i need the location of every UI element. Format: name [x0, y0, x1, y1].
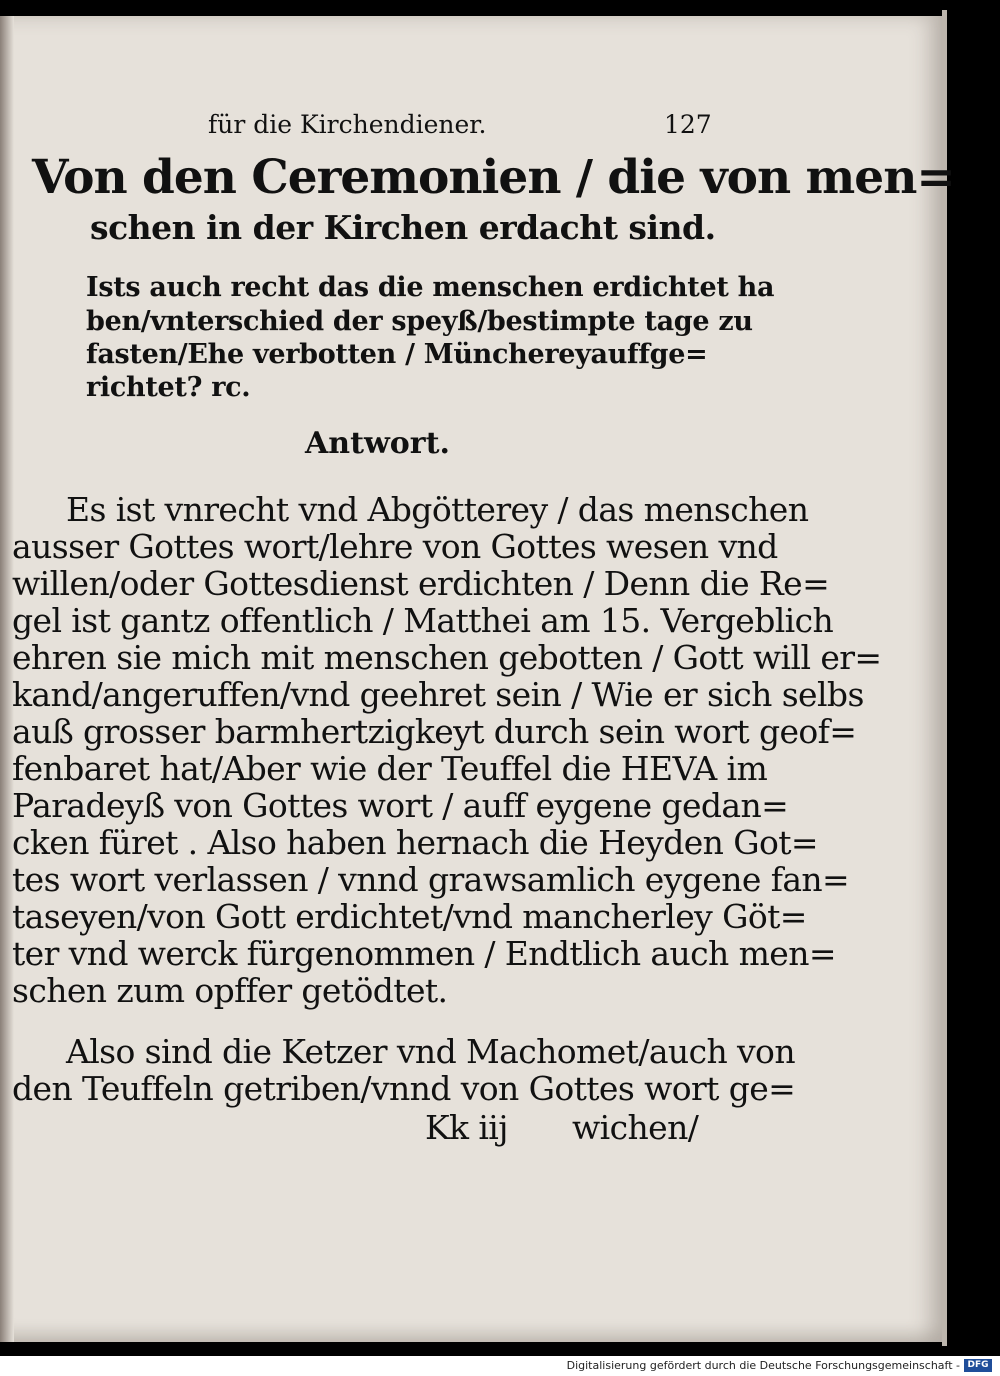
chapter-title-line-2: schen in der Kirchen erdacht sind.: [90, 208, 716, 247]
paragraph-line: Paradeyß von Gottes wort / auff eygene gedan=: [12, 786, 789, 825]
paragraph-line: cken füret . Also haben hernach die Heyden Got=: [12, 823, 818, 862]
funding-credit: Digitalisierung gefördert durch die Deutsche Forschungsgemeinschaft -: [566, 1359, 960, 1372]
question-line: Ists auch recht das die menschen erdichtet ha: [86, 272, 775, 303]
chapter-title-line-1: Von den Ceremonien / die von men=: [32, 150, 955, 205]
paragraph-line: ter vnd werck fürgenommen / Endtlich auch men=: [12, 934, 836, 973]
paragraph-line: ehren sie mich mit menschen gebotten / Gott will er=: [12, 638, 882, 677]
signature-mark: Kk iij: [425, 1108, 508, 1147]
question-line: fasten/Ehe verbotten / Münchereyauffge=: [86, 339, 708, 370]
question-line: richtet? rc.: [86, 372, 251, 403]
paragraph-line: taseyen/von Gott erdichtet/vnd mancherley Göt=: [12, 897, 807, 936]
paragraph-line: Also sind die Ketzer vnd Machomet/auch von: [66, 1032, 795, 1071]
dfg-logo: DFG: [964, 1359, 992, 1372]
question-line: ben/vnterschied der speyß/bestimpte tage zu: [86, 306, 753, 337]
running-head: für die Kirchendiener.: [208, 110, 487, 139]
folio-number: 127: [664, 110, 712, 139]
footer-bar: [0, 1356, 1000, 1376]
page-edge: [942, 10, 947, 1346]
paragraph-line: den Teuffeln getriben/vnnd von Gottes wort ge=: [12, 1069, 796, 1108]
paragraph-line: kand/angeruffen/vnd geehret sein / Wie er sich selbs: [12, 675, 864, 714]
paragraph-line: fenbaret hat/Aber wie der Teuffel die HEVA im: [12, 749, 768, 788]
paragraph-line: schen zum opffer getödtet.: [12, 971, 448, 1010]
paragraph-line: ausser Gottes wort/lehre von Gottes wesen vnd: [12, 527, 778, 566]
paragraph-line: auß grosser barmhertzigkeyt durch sein wort geof=: [12, 712, 857, 751]
paragraph-line: Es ist vnrecht vnd Abgötterey / das menschen: [66, 490, 809, 529]
paragraph-line: gel ist gantz offentlich / Matthei am 15. Vergeblich: [12, 601, 834, 640]
catchword: wichen/: [572, 1108, 699, 1147]
paragraph-line: tes wort verlassen / vnnd grawsamlich eygene fan=: [12, 860, 850, 899]
paragraph-line: willen/oder Gottesdienst erdichten / Denn die Re=: [12, 564, 830, 603]
answer-heading: Antwort.: [305, 426, 450, 461]
